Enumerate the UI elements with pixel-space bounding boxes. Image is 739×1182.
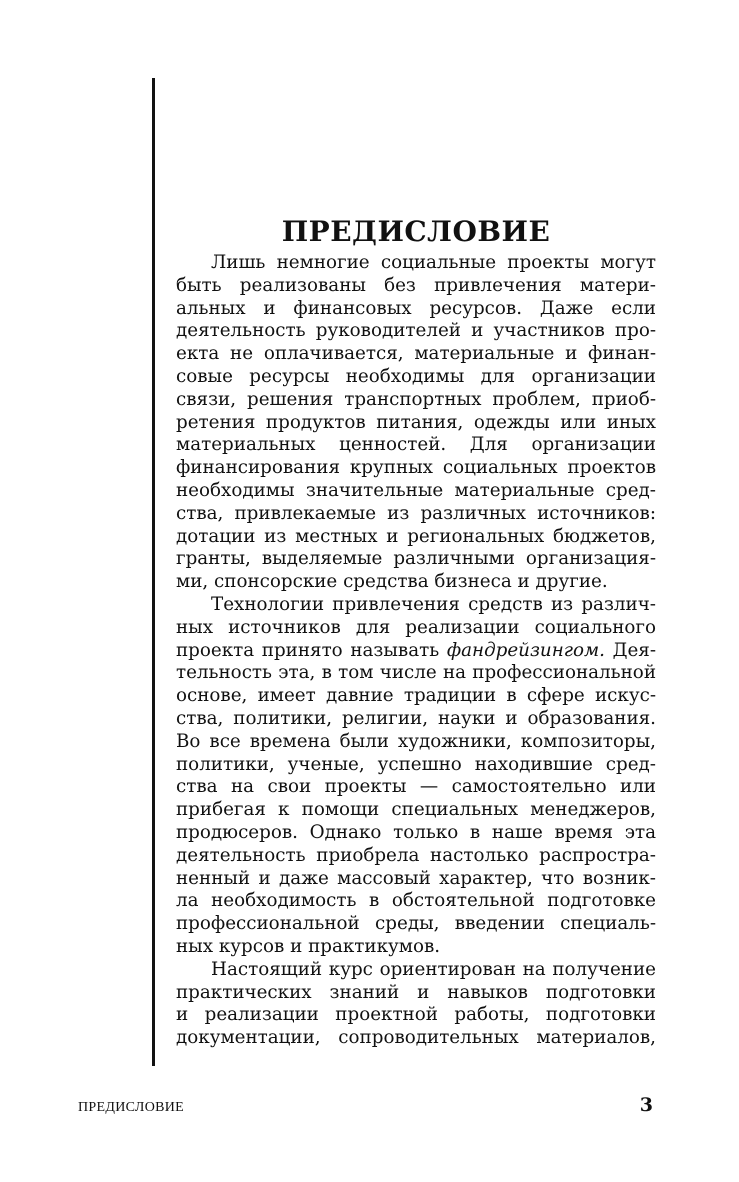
text-line: деятельность приобрела настолько распростра-: [176, 844, 656, 866]
text-fragment: Дея-: [612, 639, 657, 661]
page-body: [176, 212, 656, 1050]
margin-rule: [152, 78, 155, 1066]
text-line: профессиональной среды, введении специаль-: [176, 913, 656, 935]
page-number: 3: [639, 1094, 653, 1116]
text-line: альных и финансовых ресурсов. Даже если: [176, 297, 656, 319]
italic-term: фандрейзингом.: [446, 639, 605, 661]
text-line: связи, решения транспортных проблем, приоб-: [176, 388, 656, 410]
text-line: совые ресурсы необходимы для организации: [176, 365, 656, 387]
text-line: ства на свои проекты — самостоятельно или: [176, 776, 656, 798]
paragraph-2: [176, 594, 656, 959]
text-line: ства, привлекаемые из различных источников:: [176, 502, 656, 524]
text-line: финансирования крупных социальных проектов: [176, 457, 656, 479]
text-line: продюсеров. Однако только в наше время эта: [176, 821, 656, 843]
text-line: политики, ученые, успешно находившие сред-: [176, 753, 656, 775]
text-line: ства, политики, религии, науки и образования.: [176, 707, 656, 729]
text-line: прибегая к помощи специальных менеджеров,: [176, 799, 656, 821]
text-line-with-term: [176, 640, 656, 663]
text-line: материальных ценностей. Для организации: [176, 434, 656, 456]
text-line: Лишь немногие социальные проекты могут: [211, 252, 656, 273]
chapter-title: ПРЕДИСЛОВИЕ: [281, 215, 551, 248]
text-line: деятельность руководителей и участников про-: [176, 320, 656, 342]
text-line: ных источников для реализации социального: [176, 616, 656, 638]
text-line: практических знаний и навыков подготовки: [176, 981, 656, 1003]
paragraph-3: [176, 959, 656, 1050]
text-line: Настоящий курс ориентирован на получение: [211, 958, 656, 980]
text-line: и реализации проектной работы, подготовки: [176, 1004, 656, 1026]
text-line: необходимы значительные материальные сред-: [176, 479, 656, 501]
text-line: дотации из местных и региональных бюджетов,: [176, 525, 656, 547]
text-line: ла необходимость в обстоятельной подготовке: [176, 890, 656, 912]
text-line: Технологии привлечения средств из различ-: [211, 593, 656, 615]
text-line: ми, спонсорские средства бизнеса и другие.: [176, 571, 608, 593]
text-line: ных курсов и практикумов.: [176, 935, 441, 957]
paragraph-1: [176, 252, 656, 594]
text-line: екта не оплачивается, материальные и финан-: [176, 343, 656, 365]
text-line: основе, имеет давние традиции в сфере искус-: [176, 685, 656, 707]
text-line: Во все времена были художники, композиторы,: [176, 730, 656, 752]
text-line: тельность эта, в том числе на профессиональной: [176, 662, 656, 684]
text-line: быть реализованы без привлечения матери-: [176, 274, 656, 296]
running-footer-title: ПРЕДИСЛОВИЕ: [78, 1100, 185, 1115]
text-line: гранты, выделяемые различными организация-: [176, 548, 656, 570]
text-line: ретения продуктов питания, одежды или иных: [176, 411, 656, 433]
text-line: ненный и даже массовый характер, что возник-: [176, 867, 656, 889]
text-fragment: проекта принято называть: [176, 639, 440, 661]
text-line: документации, сопроводительных материалов,: [176, 1027, 656, 1049]
